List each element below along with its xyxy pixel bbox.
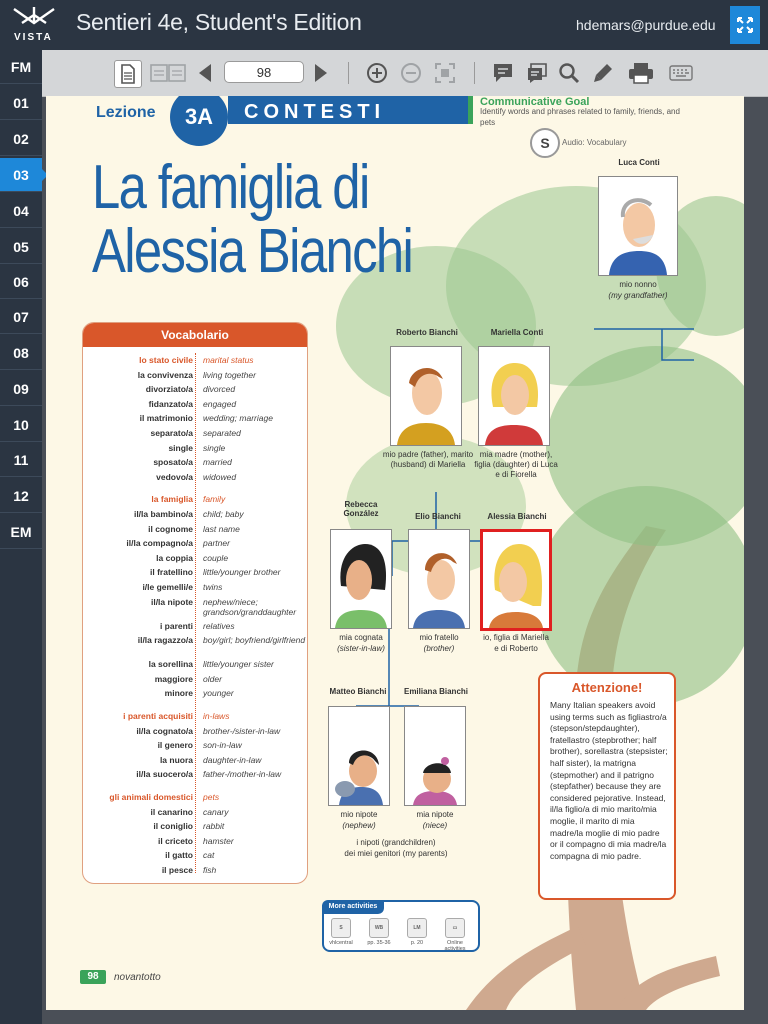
luca-caption-2: (my grandfather) bbox=[608, 291, 668, 300]
vocab-italian: i/le gemelli/e bbox=[142, 582, 193, 592]
vocab-english: canary bbox=[203, 806, 229, 817]
alessia-portrait[interactable] bbox=[480, 529, 552, 631]
vocab-italian: il matrimonio bbox=[139, 413, 193, 424]
vocab-italian: maggiore bbox=[154, 673, 193, 684]
vocabulary-divider bbox=[195, 353, 196, 873]
next-page-button[interactable] bbox=[308, 60, 334, 86]
vocab-italian: il cognome bbox=[148, 523, 193, 534]
vocab-english: daughter-in-law bbox=[203, 754, 262, 765]
roberto-portrait[interactable] bbox=[390, 346, 462, 446]
vocab-italian: il/la bambino/a bbox=[133, 509, 193, 519]
attenzione-box bbox=[538, 672, 676, 900]
vocab-english: hamster bbox=[203, 835, 234, 846]
vocab-italian: la famiglia bbox=[151, 494, 193, 505]
search-icon bbox=[558, 62, 580, 84]
niece-portrait-icon bbox=[405, 707, 465, 805]
page-number-input[interactable] bbox=[224, 61, 304, 83]
goal-title: Communicative Goal bbox=[480, 96, 590, 108]
vocab-italian: il/la cognato/a bbox=[136, 725, 193, 736]
note-icon bbox=[492, 62, 514, 84]
emiliana-portrait[interactable] bbox=[404, 706, 466, 806]
zoom-in-icon bbox=[366, 62, 388, 84]
sidebar-item-11[interactable]: 11 bbox=[0, 443, 42, 477]
emiliana-caption-2: (niece) bbox=[422, 821, 448, 830]
nephew-portrait-icon bbox=[329, 707, 389, 805]
activity-label: vhlcentral bbox=[329, 940, 353, 946]
chapter-sidebar bbox=[0, 50, 42, 1024]
vocab-italian: il coniglio bbox=[153, 821, 193, 832]
mariella-name: Mariella Conti bbox=[490, 328, 544, 337]
vocab-english: older bbox=[203, 673, 222, 684]
vocab-english: divorced bbox=[203, 384, 236, 395]
sidebar-item-09[interactable]: 09 bbox=[0, 372, 42, 406]
emiliana-name: Emiliana Bianchi bbox=[403, 687, 469, 696]
vocab-italian: il/la nipote bbox=[150, 596, 193, 607]
sidebar-item-12[interactable]: 12 bbox=[0, 479, 42, 513]
vocab-english: separated bbox=[203, 428, 241, 438]
vocab-english: last name bbox=[203, 523, 240, 534]
elio-caption-1: mio fratello bbox=[419, 633, 459, 642]
sidebar-item-05[interactable]: 05 bbox=[0, 230, 42, 264]
highlight-button[interactable] bbox=[590, 60, 616, 86]
vocab-english: marital status bbox=[203, 355, 254, 365]
vocab-english: fish bbox=[203, 865, 217, 875]
vocab-italian: il/la compagno/a bbox=[126, 538, 193, 549]
vocab-english: younger bbox=[203, 688, 234, 699]
attenzione-title: Attenzione! bbox=[571, 680, 643, 695]
lab-manual-icon: LM bbox=[407, 918, 427, 938]
toolbar-divider bbox=[474, 62, 475, 84]
roberto-name: Roberto Bianchi bbox=[396, 328, 458, 337]
vocab-italian: il/la ragazzo/a bbox=[137, 635, 193, 646]
highlighter-icon bbox=[592, 62, 614, 84]
activity-online[interactable] bbox=[440, 918, 470, 952]
activity-label: Online activities bbox=[444, 940, 466, 952]
vocab-italian: il gatto bbox=[165, 850, 193, 861]
vocab-english: boy/girl; boyfriend/girlfriend bbox=[203, 635, 306, 646]
expand-icon bbox=[736, 16, 754, 34]
next-arrow-icon bbox=[312, 63, 330, 83]
father-portrait-icon bbox=[391, 347, 461, 445]
sidebar-item-06[interactable]: 06 bbox=[0, 265, 42, 299]
alessia-caption-2: e di Roberto bbox=[494, 644, 538, 653]
vocab-italian: la sorellina bbox=[148, 659, 193, 670]
single-page-icon bbox=[120, 64, 136, 84]
sidebar-item-fm[interactable]: FM bbox=[0, 50, 42, 84]
elio-name: Elio Bianchi bbox=[415, 512, 461, 521]
vocab-italian: il/la suocero/a bbox=[136, 769, 193, 780]
vocab-english: partner bbox=[203, 538, 230, 549]
previous-page-button[interactable] bbox=[192, 60, 218, 86]
sidebar-item-10[interactable]: 10 bbox=[0, 408, 42, 442]
mariella-caption: mia madre (mother), figlia (daughter) di Luca e di Fiorella bbox=[474, 450, 558, 479]
sister-in-law-portrait-icon bbox=[331, 530, 391, 628]
vocab-italian: il fratellino bbox=[150, 567, 193, 578]
nipoti-caption-2: dei miei genitori (my parents) bbox=[344, 849, 448, 858]
luca-caption-1: mio nonno bbox=[619, 280, 657, 289]
vocab-italian: la convivenza bbox=[137, 369, 193, 380]
vocab-italian: la coppia bbox=[156, 552, 193, 563]
page-title bbox=[92, 153, 518, 286]
vocab-italian: fidanzato/a bbox=[148, 398, 193, 409]
reader-toolbar bbox=[42, 50, 768, 97]
alessia-portrait-icon bbox=[483, 532, 549, 628]
activity-label: p. 20 bbox=[410, 940, 424, 946]
audio-vocabulary-icon[interactable]: S bbox=[530, 128, 560, 158]
matteo-caption-1: mio nipote bbox=[340, 810, 378, 819]
vocab-italian: la nuora bbox=[159, 754, 193, 765]
vhlcentral-icon: S bbox=[331, 918, 351, 938]
vocab-english: pets bbox=[203, 792, 220, 802]
fullscreen-button[interactable] bbox=[730, 6, 760, 44]
emiliana-caption-1: mia nipote bbox=[416, 810, 454, 819]
toolbar-divider bbox=[348, 62, 349, 84]
sidebar-item-em[interactable]: EM bbox=[0, 515, 42, 549]
more-activities-label: More activities bbox=[322, 900, 384, 914]
keyboard-icon bbox=[669, 65, 693, 81]
zoom-out-icon bbox=[400, 62, 422, 84]
sidebar-item-02[interactable]: 02 bbox=[0, 122, 42, 156]
section-title: CONTESTI bbox=[244, 101, 386, 123]
lesson-label: Lezione bbox=[96, 104, 156, 121]
goal-text: Identify words and phrases related to family, friends, and pets bbox=[480, 107, 680, 127]
textbook-page bbox=[46, 96, 744, 1010]
vocab-english: in-laws bbox=[203, 711, 230, 721]
vocab-english: engaged bbox=[203, 398, 237, 409]
notes-list-icon bbox=[526, 62, 548, 84]
attenzione-text: Many Italian speakers avoid using terms such as figliastro/a (stepson/stepdaughter), fratellastro (stepbrother; half brother), sorellastra (stepsister; half sister), la matrigna (stepmother) and il patrigno (stepfather) because they are considered pejorative. Instead, il/la figlio/a di mio marito/mia moglie, il marito di mia madre/la moglie di mio padre or il compagno di mia madre/la compagna di mio padre. bbox=[550, 700, 668, 861]
prev-arrow-icon bbox=[196, 63, 214, 83]
vocab-english: single bbox=[203, 442, 226, 453]
vocab-english: little/younger sister bbox=[203, 659, 274, 670]
vocab-english: little/younger brother bbox=[203, 567, 281, 578]
vocab-italian: il genero bbox=[157, 740, 193, 751]
app-title: Sentieri 4e, Student's Edition bbox=[76, 9, 362, 35]
brother-portrait-icon bbox=[409, 530, 469, 628]
rebecca-portrait[interactable] bbox=[330, 529, 392, 629]
elio-caption-2: (brother) bbox=[423, 644, 455, 653]
title-line-1: La famiglia di bbox=[92, 153, 369, 222]
goal-divider bbox=[468, 96, 473, 124]
vocab-italian: i parenti acquisiti bbox=[123, 711, 193, 721]
online-activities-icon: ▭ bbox=[445, 918, 465, 938]
page-number: 98 bbox=[80, 970, 106, 984]
sidebar-item-03[interactable]: 03 bbox=[0, 158, 42, 192]
add-note-button[interactable] bbox=[490, 60, 516, 86]
title-line-2: Alessia Bianchi bbox=[92, 217, 413, 286]
mother-portrait-icon bbox=[479, 347, 549, 445]
notes-list-button[interactable] bbox=[524, 60, 550, 86]
fit-page-icon bbox=[434, 62, 456, 84]
vocab-english: father-/mother-in-law bbox=[203, 769, 282, 780]
logo-text: VISTA bbox=[14, 32, 53, 43]
vocab-english: son-in-law bbox=[203, 740, 242, 751]
vocab-english: couple bbox=[203, 552, 229, 563]
vocab-english: cat bbox=[203, 850, 215, 861]
matteo-portrait[interactable] bbox=[328, 706, 390, 806]
rebecca-name: Rebecca González bbox=[343, 500, 379, 518]
matteo-caption-2: (nephew) bbox=[342, 821, 376, 830]
double-page-icon bbox=[150, 63, 186, 83]
user-email[interactable]: hdemars@purdue.edu bbox=[576, 17, 716, 33]
fit-page-button[interactable] bbox=[432, 60, 458, 86]
vocab-italian: minore bbox=[164, 688, 193, 699]
roberto-caption: mio padre (father), marito (husband) di Mariella bbox=[382, 450, 474, 469]
search-button[interactable] bbox=[556, 60, 582, 86]
vocab-english: child; baby bbox=[203, 509, 244, 519]
vocab-italian: il criceto bbox=[158, 835, 193, 846]
single-page-button[interactable] bbox=[114, 60, 142, 88]
vocab-italian: gli animali domestici bbox=[109, 792, 193, 802]
vocab-english: relatives bbox=[203, 620, 235, 631]
luca-portrait[interactable] bbox=[598, 176, 678, 276]
vocab-italian: i parenti bbox=[159, 620, 193, 631]
more-activities-box bbox=[322, 900, 480, 952]
rebecca-caption-1: mia cognata bbox=[339, 633, 383, 642]
vocab-italian: il canarino bbox=[150, 806, 193, 817]
vocabulary-box bbox=[82, 322, 308, 884]
vocabulary-header: Vocabolario bbox=[83, 323, 307, 347]
sidebar-item-04[interactable]: 04 bbox=[0, 194, 42, 228]
vocab-english: family bbox=[203, 494, 226, 505]
print-button[interactable] bbox=[628, 60, 654, 86]
vocab-italian: single bbox=[168, 442, 193, 453]
bottom-strip bbox=[42, 1010, 768, 1024]
audio-label[interactable]: Audio: Vocabulary bbox=[562, 138, 627, 147]
rebecca-caption-2: (sister-in-law) bbox=[337, 644, 385, 653]
alessia-caption-1: io, figlia di Mariella bbox=[483, 633, 549, 642]
vocab-italian: il pesce bbox=[161, 865, 193, 875]
lesson-badge: 3A bbox=[170, 96, 228, 146]
nipoti-caption-1: i nipoti (grandchildren) bbox=[356, 838, 436, 847]
vocab-italian: divorziato/a bbox=[145, 384, 193, 395]
zoom-out-button[interactable] bbox=[398, 60, 424, 86]
activity-lab-manual[interactable] bbox=[402, 918, 432, 946]
vocab-english: living together bbox=[203, 369, 256, 380]
zoom-in-button[interactable] bbox=[364, 60, 390, 86]
matteo-name: Matteo Bianchi bbox=[329, 687, 387, 696]
vocab-english: nephew/niece; grandson/granddaughter bbox=[203, 596, 297, 617]
activity-workbook[interactable] bbox=[364, 918, 394, 946]
activity-vhlcentral[interactable] bbox=[326, 918, 356, 946]
grandfather-portrait-icon bbox=[599, 177, 677, 275]
vocab-english: twins bbox=[203, 582, 223, 592]
sidebar-item-01[interactable]: 01 bbox=[0, 86, 42, 120]
elio-portrait[interactable] bbox=[408, 529, 470, 629]
vocab-english: wedding; marriage bbox=[203, 413, 273, 424]
mariella-portrait[interactable] bbox=[478, 346, 550, 446]
vocab-italian: lo stato civile bbox=[139, 355, 193, 365]
vocab-italian: separato/a bbox=[150, 428, 193, 438]
vocab-italian: sposato/a bbox=[153, 457, 193, 468]
sidebar-item-08[interactable]: 08 bbox=[0, 336, 42, 370]
workbook-icon: WB bbox=[369, 918, 389, 938]
vocab-english: brother-/sister-in-law bbox=[203, 725, 281, 736]
top-bar bbox=[0, 0, 768, 50]
sidebar-item-07[interactable]: 07 bbox=[0, 300, 42, 334]
vocab-italian: vedovo/a bbox=[156, 471, 193, 482]
vocab-english: rabbit bbox=[203, 821, 225, 832]
alessia-name: Alessia Bianchi bbox=[487, 512, 547, 521]
double-page-button[interactable] bbox=[148, 60, 188, 86]
page-number-word: novantotto bbox=[114, 972, 161, 983]
luca-name: Luca Conti bbox=[618, 158, 660, 167]
keyboard-button[interactable] bbox=[668, 60, 694, 86]
activity-label: pp. 35-36 bbox=[367, 940, 391, 946]
vocab-english: married bbox=[203, 457, 232, 468]
print-icon bbox=[628, 62, 654, 84]
vocab-english: widowed bbox=[203, 471, 237, 482]
